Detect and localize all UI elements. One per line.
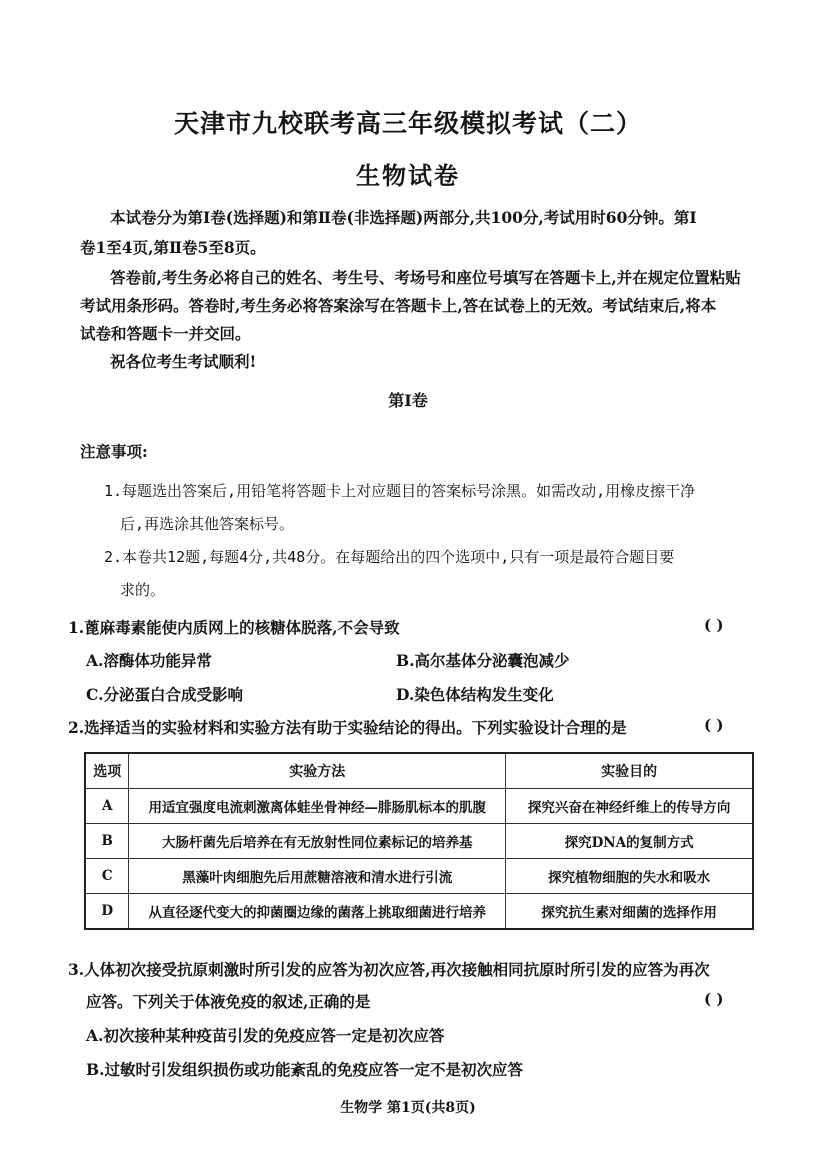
table-header-row (85, 753, 753, 789)
experiment-table (84, 752, 754, 930)
notice-heading: 注意事项: (80, 442, 148, 461)
intro-line: 本试卷分为第Ⅰ卷(选择题)和第Ⅱ卷(非选择题)两部分,共100分,考试用时60分钟。第Ⅰ (110, 208, 697, 227)
exam-title: 天津市九校联考高三年级模拟考试（二） (173, 109, 642, 138)
table-cell: 探究抗生素对细菌的选择作用 (506, 894, 753, 930)
answer-bracket: ( ) (704, 990, 724, 1008)
answer-bracket: ( ) (704, 616, 724, 634)
question-3-stem: 3.人体初次接受抗原刺激时所引发的应答为初次应答,再次接触相同抗原时所引发的应答为再次 (68, 960, 710, 979)
page-footer: 生物学 第1页(共8页) (340, 1100, 476, 1116)
table-row (85, 894, 753, 930)
question-1-option-c: C.分泌蛋白合成受影响 (86, 685, 243, 704)
question-1-option-a: A.溶酶体功能异常 (86, 651, 212, 670)
table-header: 实验目的 (506, 753, 753, 789)
table-cell: 黑藻叶肉细胞先后用蔗糖溶液和清水进行引流 (129, 859, 506, 894)
exam-subtitle: 生物试卷 (356, 161, 460, 190)
table-cell: 大肠杆菌先后培养在有无放射性同位素标记的培养基 (129, 824, 506, 859)
table-cell: 探究DNA的复制方式 (506, 824, 753, 859)
intro-line: 答卷前,考生务必将自己的姓名、考生号、考场号和座位号填写在答题卡上,并在规定位置粘贴 (110, 268, 741, 287)
table-row (85, 824, 753, 859)
table-cell: B (85, 824, 129, 859)
question-3-stem: 应答。下列关于体液免疫的叙述,正确的是 (86, 992, 371, 1011)
table-cell: 用适宜强度电流刺激离体蛙坐骨神经—腓肠肌标本的肌腹 (129, 789, 506, 824)
table-row (85, 859, 753, 894)
question-3-option-a: A.初次接种某种疫苗引发的免疫应答一定是初次应答 (86, 1026, 445, 1045)
question-1-stem: 1.蓖麻毒素能使内质网上的核糖体脱落,不会导致 (68, 618, 400, 637)
notice-item: 求的。 (120, 581, 166, 599)
answer-bracket: ( ) (704, 716, 724, 734)
section-title: 第Ⅰ卷 (388, 391, 428, 410)
intro-line: 卷1至4页,第Ⅱ卷5至8页。 (80, 238, 266, 257)
question-1-option-d: D.染色体结构发生变化 (396, 685, 554, 704)
table-cell: 从直径逐代变大的抑菌圈边缘的菌落上挑取细菌进行培养 (129, 894, 506, 930)
notice-item: 后,再选涂其他答案标号。 (120, 515, 295, 533)
table-header: 实验方法 (129, 753, 506, 789)
table-cell: A (85, 789, 129, 824)
table-row (85, 789, 753, 824)
question-3-option-b: B.过敏时引发组织损伤或功能紊乱的免疫应答一定不是初次应答 (86, 1060, 523, 1079)
intro-line: 考试用条形码。答卷时,考生务必将答案涂写在答题卡上,答在试卷上的无效。考试结束后,将本 (80, 296, 717, 315)
table-header: 选项 (85, 753, 129, 789)
table-cell: D (85, 894, 129, 930)
intro-line: 祝各位考生考试顺利! (110, 352, 257, 371)
question-1-option-b: B.高尔基体分泌囊泡减少 (396, 651, 570, 670)
notice-item: 2.本卷共12题,每题4分,共48分。在每题给出的四个选项中,只有一项是最符合题目要 (104, 548, 675, 566)
table-cell: C (85, 859, 129, 894)
table-cell: 探究植物细胞的失水和吸水 (506, 859, 753, 894)
intro-line: 试卷和答题卡一并交回。 (80, 324, 251, 343)
notice-item: 1.每题选出答案后,用铅笔将答题卡上对应题目的答案标号涂黑。如需改动,用橡皮擦干净 (104, 482, 696, 500)
question-2-stem: 2.选择适当的实验材料和实验方法有助于实验结论的得出。下列实验设计合理的是 (68, 718, 627, 737)
table-cell: 探究兴奋在神经纤维上的传导方向 (506, 789, 753, 824)
